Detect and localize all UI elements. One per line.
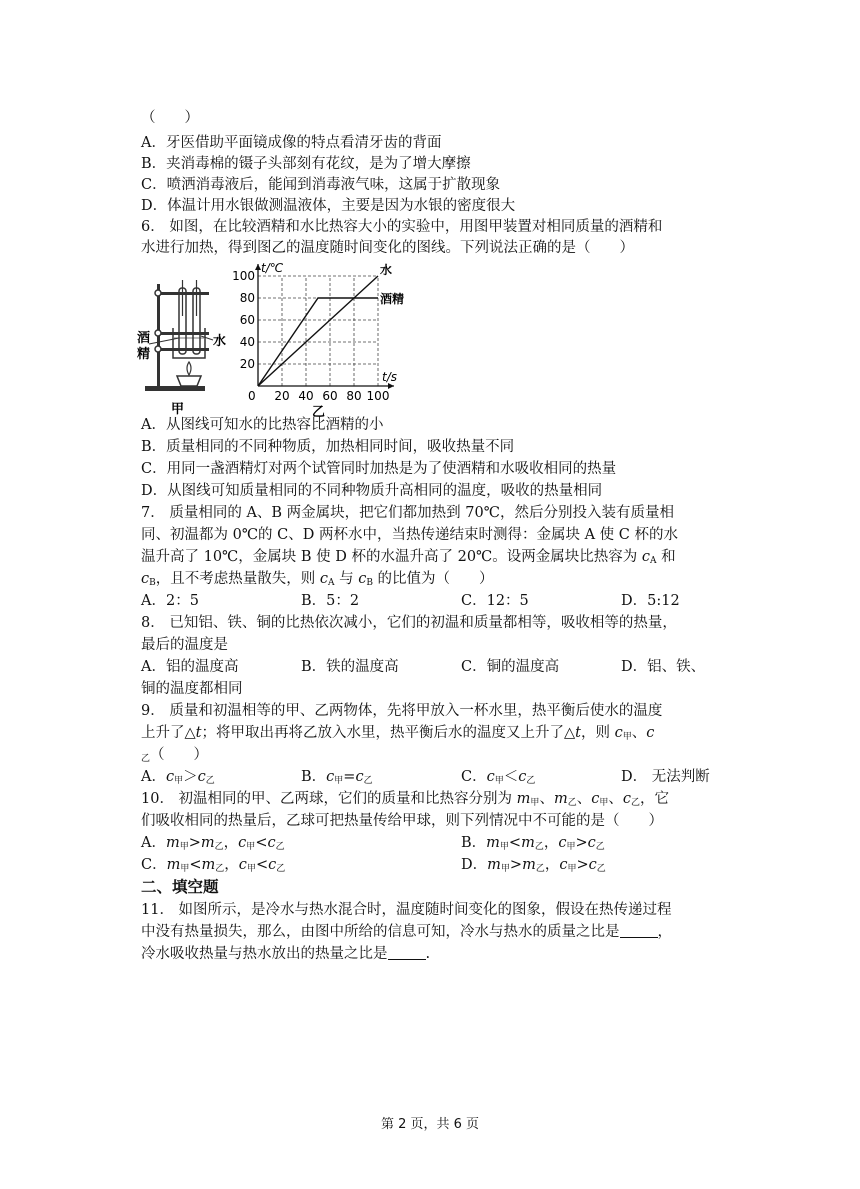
q5-answer-paren: （ ） [141, 110, 199, 126]
q5-option-a: A．牙医借助平面镜成像的特点看清牙齿的背面 [141, 135, 442, 151]
q8-option-b: B．铁的温度高 [301, 659, 399, 675]
q9-option-d: D． 无法判断 [621, 769, 710, 785]
q7-stem-line1: 7． 质量相同的 A、B 两金属块，把它们都加热到 70℃，然后分别投入装有质量相 [141, 505, 674, 521]
chart-ticks [232, 269, 389, 403]
q7-stem-line2: 同、初温都为 0℃的 C、D 两杯水中，当热传递结束时测得：金属块 A 使 C 杯的水 [141, 527, 678, 543]
q9-option-a: A．$c_甲>c_乙$ [141, 769, 215, 786]
series-label-1: 酒精 [380, 292, 405, 306]
y-tick-label: 20 [239, 357, 255, 371]
q7-option-b: B．5：2 [301, 593, 360, 609]
series-line-0 [258, 276, 378, 386]
y-tick-label: 80 [239, 291, 255, 305]
y-tick-label: 100 [232, 269, 255, 283]
q6-stem-line1: 6． 如图，在比较酒精和水比热容大小的实验中，用图甲装置对相同质量的酒精和 [141, 219, 663, 235]
page-footer: 第 2 页，共 6 页 [380, 1117, 480, 1132]
q8-stem-line2: 最后的温度是 [141, 637, 228, 653]
q9-option-b: B．$c_甲=c_乙$ [301, 769, 373, 786]
q5-option-b: B．夹消毒棉的镊子头部刻有花纹，是为了增大摩擦 [141, 156, 471, 172]
origin-label: 0 [248, 389, 256, 403]
q9-option-c: C．$c_甲<c_乙$ [461, 769, 536, 786]
label-water: 水 [213, 334, 227, 349]
caption-jia: 甲 [171, 402, 185, 417]
q10-stem-line2: 们吸收相同的热量后，乙球可把热量传给甲球，则下列情况中不可能的是（ ） [141, 813, 663, 829]
q9-stem-line1: 9． 质量和初温相等的甲、乙两物体，先将甲放入一杯水里，热平衡后使水的温度 [141, 703, 663, 719]
apparatus-figure [135, 276, 235, 416]
flame-icon [187, 362, 191, 375]
x-tick-label: 40 [298, 389, 314, 403]
lower-ring [159, 348, 209, 351]
q10-option-a: A．$m_甲>m_乙$，$c_甲<c_乙$ [141, 835, 285, 852]
y-tick-label: 60 [239, 313, 255, 327]
temperature-time-chart [232, 258, 408, 420]
q11-stem-line2: 中没有热量损失，那么，由图中所给的信息可知，冷水与热水的质量之比是 ， [141, 924, 672, 940]
series-label-0: 水 [380, 263, 393, 277]
x-tick-label: 100 [366, 389, 390, 403]
q7-option-c: C．12：5 [461, 593, 529, 609]
q5-option-c: C．喷洒消毒液后，能闻到消毒液气味，这属于扩散现象 [141, 177, 501, 193]
q9-stem-line2: 上升了△t；将甲取出再将乙放入水里，热平衡后水的温度又上升了△t，则 $c_甲$、c [141, 725, 655, 742]
alcohol-lamp [177, 376, 201, 386]
caption-yi: 乙 [312, 405, 326, 420]
q8-stem-line1: 8． 已知铝、铁、铜的比热依次减小，它们的初温和质量都相等，吸收相等的热量， [141, 615, 677, 631]
q9-stem-line3: $_乙$（ ） [141, 747, 209, 764]
q7-stem-line4: $c_B$，且不考虑热量散失，则 $c_A$ 与 $c_B$ 的比值为（ ） [141, 571, 494, 588]
x-axis-label: t/s [382, 370, 397, 384]
q8-option-a: A．铝的温度高 [141, 659, 239, 675]
q10-option-c: C．$m_甲<m_乙$，$c_甲<c_乙$ [141, 857, 286, 874]
q8-option-c: C．铜的温度高 [461, 659, 560, 675]
q6-option-d: D．从图线可知质量相同的不同种物质升高相同的温度，吸收的热量相同 [141, 483, 603, 499]
x-tick-label: 80 [346, 389, 362, 403]
section-title-fill-in: 二、填空题 [141, 878, 219, 896]
q5-option-d: D．体温计用水银做测温液体，主要是因为水银的密度很大 [141, 198, 516, 214]
q10-stem-line1: 10． 初温相同的甲、乙两球，它们的质量和比热容分别为 $m_甲$、$m_乙$、$c_甲$、$c_乙$，它 [141, 791, 669, 808]
q6-option-b: B．质量相同的不同种物质，加热相同时间，吸收热量不同 [141, 439, 515, 455]
q11-stem-line3: 冷水吸收热量与热水放出的热量之比是 . [141, 946, 431, 962]
x-tick-label: 20 [274, 389, 290, 403]
q7-option-d: D．5:12 [621, 593, 680, 609]
q6-stem-line2: 水进行加热，得到图乙的温度随时间变化的图线。下列说法正确的是（ ） [141, 240, 634, 256]
middle-clamp [159, 332, 209, 335]
q8-option-d-cont: 铜的温度都相同 [141, 681, 243, 697]
q7-option-a: A．2：5 [141, 593, 199, 609]
label-alcohol-2: 精 [137, 347, 151, 362]
q11-stem-line1: 11． 如图所示，是冷水与热水混合时，温度随时间变化的图象，假设在热传递过程 [141, 902, 672, 918]
q6-option-c: C．用同一盏酒精灯对两个试管同时加热是为了使酒精和水吸收相同的热量 [141, 461, 617, 477]
q8-option-d: D．铝、铁、 [621, 659, 706, 675]
answer-blank-2[interactable] [388, 945, 426, 960]
q10-option-d: D．$m_甲>m_乙$，$c_甲>c_乙$ [461, 857, 606, 874]
y-axis-label: t/℃ [261, 261, 284, 275]
label-alcohol-1: 酒 [137, 331, 151, 346]
answer-blank-1[interactable] [620, 923, 658, 938]
q7-stem-line3: 温升高了 10℃，金属块 B 使 D 杯的水温升高了 20℃。设两金属块比热容为 $c_A$ 和 [141, 549, 676, 566]
upper-clamp [159, 292, 209, 295]
q10-option-b: B．$m_甲<m_乙$，$c_甲>c_乙$ [461, 835, 605, 852]
x-tick-label: 60 [322, 389, 338, 403]
chart-series [258, 262, 404, 386]
y-tick-label: 40 [239, 335, 255, 349]
q6-option-a: A．从图线可知水的比热容比酒精的小 [141, 417, 384, 433]
